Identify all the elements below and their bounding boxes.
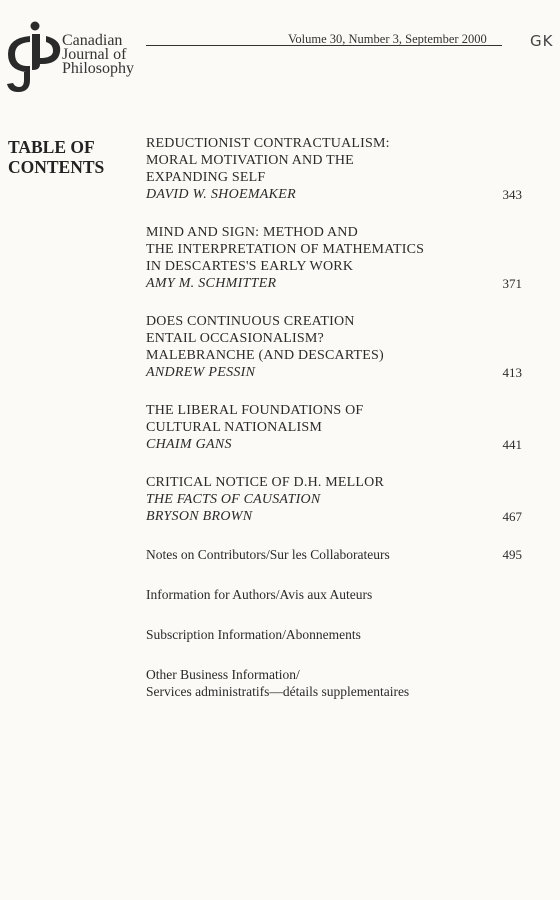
article-title-line: CULTURAL NATIONALISM <box>146 420 323 435</box>
article-author: ANDREW PESSIN <box>146 365 256 380</box>
volume-info: Volume 30, Number 3, September 2000 <box>288 32 487 46</box>
article-author: DAVID W. SHOEMAKER <box>146 187 296 202</box>
article-title-line: THE FACTS OF CAUSATION <box>146 492 321 507</box>
page-number: 441 <box>502 437 522 452</box>
toc-misc-entry <box>146 586 526 603</box>
toc-entry <box>146 224 526 292</box>
toc-heading-line: CONTENTS <box>8 157 105 177</box>
page-number: 467 <box>502 509 522 524</box>
article-title-line: MALEBRANCHE (AND DESCARTES) <box>146 348 384 363</box>
logo-line: Philosophy <box>62 60 135 77</box>
misc-line: Notes on Contributors/Sur les Collaborateurs <box>146 547 390 562</box>
misc-line: Subscription Information/Abonnements <box>146 627 361 642</box>
article-title-line: ENTAIL OCCASIONALISM? <box>146 331 324 346</box>
page-number: 371 <box>502 276 522 291</box>
toc-misc-entry <box>146 546 526 563</box>
handwritten-mark: GK <box>530 32 554 50</box>
misc-line: Services administratifs—détails supplementaires <box>146 684 410 699</box>
misc-line: Other Business Information/ <box>146 667 300 682</box>
toc-entry <box>146 135 526 203</box>
article-title-line: REDUCTIONIST CONTRACTUALISM: <box>146 136 390 151</box>
toc-heading <box>8 137 104 177</box>
article-author: CHAIM GANS <box>146 437 232 452</box>
cjp-logo-icon <box>2 20 64 95</box>
page-number: 495 <box>502 547 522 562</box>
page-number: 343 <box>502 187 522 202</box>
article-author: BRYSON BROWN <box>146 509 253 524</box>
logo-line: Canadian <box>62 32 123 49</box>
misc-line: Information for Authors/Avis aux Auteurs <box>146 587 373 602</box>
article-title-line: THE LIBERAL FOUNDATIONS OF <box>146 403 364 418</box>
logo-line: Journal of <box>62 46 127 63</box>
article-title-line: EXPANDING SELF <box>146 170 266 185</box>
logo-wordmark <box>62 34 134 76</box>
article-title-line: CRITICAL NOTICE OF D.H. MELLOR <box>146 475 385 490</box>
toc-heading-line: TABLE OF <box>8 137 95 157</box>
toc-misc-entry <box>146 626 526 643</box>
article-title-line: THE INTERPRETATION OF MATHEMATICS <box>146 242 425 257</box>
article-title-line: MORAL MOTIVATION AND THE <box>146 153 354 168</box>
toc-entry <box>146 474 526 525</box>
toc-entry <box>146 313 526 381</box>
page-number: 413 <box>502 365 522 380</box>
toc-misc-entry <box>146 666 526 700</box>
article-title-line: IN DESCARTES'S EARLY WORK <box>146 259 354 274</box>
journal-logo <box>2 20 152 95</box>
article-title-line: DOES CONTINUOUS CREATION <box>146 314 355 329</box>
article-author: AMY M. SCHMITTER <box>146 276 277 291</box>
toc-list <box>146 135 526 723</box>
article-title-line: MIND AND SIGN: METHOD AND <box>146 225 358 240</box>
toc-entry <box>146 402 526 453</box>
